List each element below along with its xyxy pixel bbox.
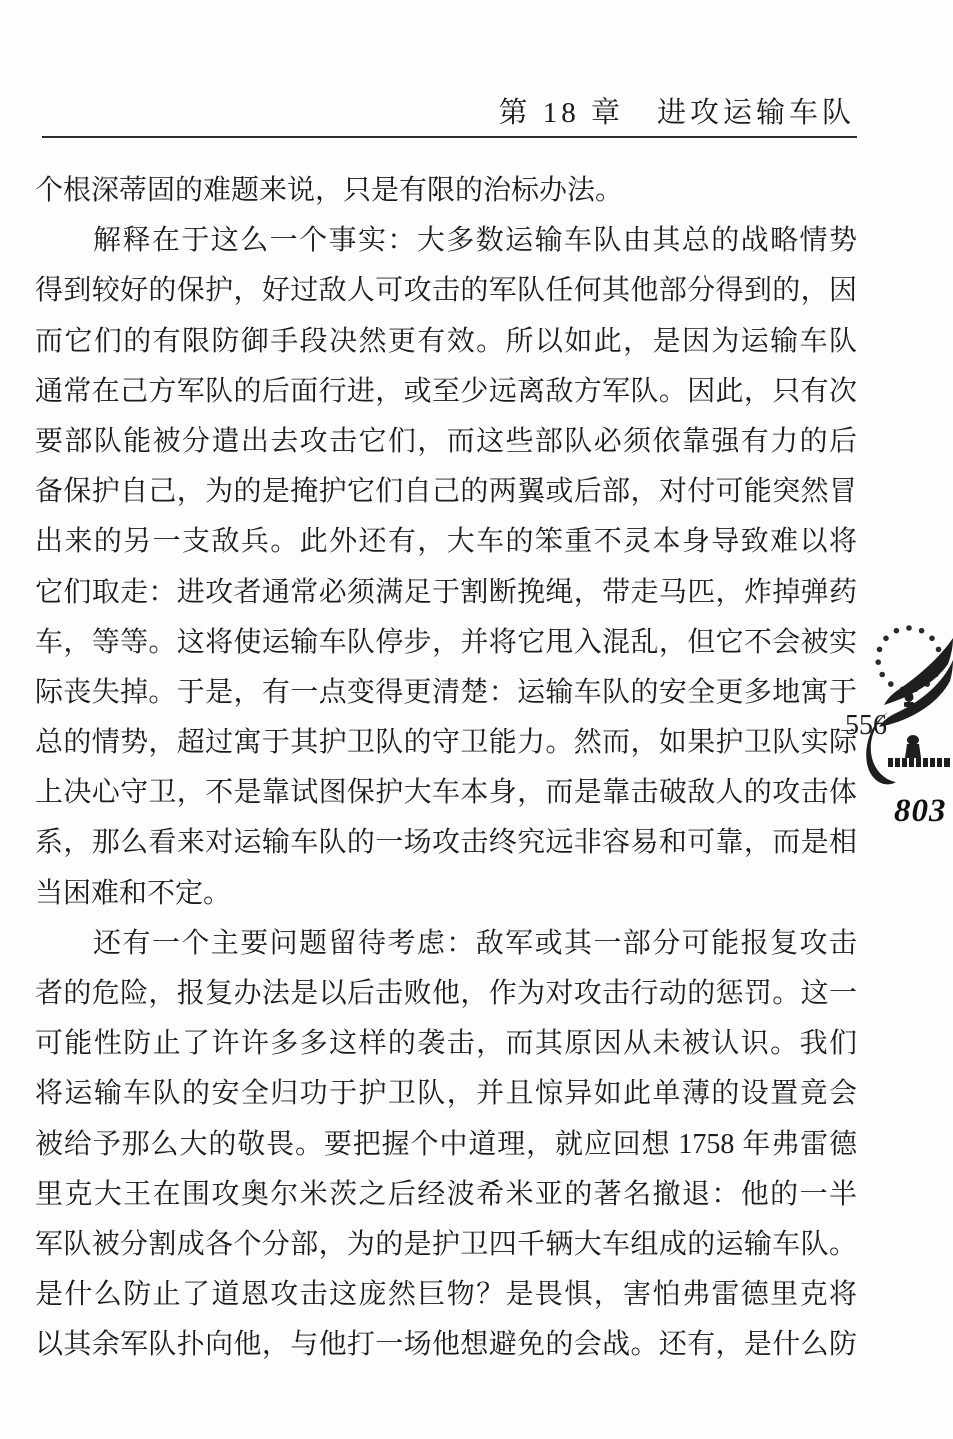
text-line: 解释在于这么一个事实：大多数运输车队由其总的战略情势 [93, 225, 857, 257]
text-line: 军队被分割成各个分部，为的是护卫四千辆大车组成的运输车队。 [35, 1228, 857, 1260]
text-column [35, 166, 857, 1371]
text-line: 还有一个主要问题留待考虑：敌军或其一部分可能报复攻击 [93, 927, 857, 959]
text-line: 际丧失掉。于是，有一点变得更清楚：运输车队的安全更多地寓于 [35, 676, 857, 708]
text-line: 备保护自己，为的是掩护它们自己的两翼或后部，对付可能突然冒 [35, 476, 857, 508]
text-line: 得到较好的保护，好过敌人可攻击的军队任何其他部分得到的，因 [35, 275, 857, 307]
text-line: 被给予那么大的敬畏。要把握个中道理，就应回想 1758 年弗雷德 [35, 1128, 857, 1160]
text-line: 以其余军队扑向他，与他打一场他想避免的会战。还有，是什么防 [35, 1329, 857, 1361]
text-line: 总的情势，超过寓于其护卫队的守卫能力。然而，如果护卫队实际 [35, 727, 857, 759]
text-line: 要部队能被分遣出去攻击它们，而这些部队必须依靠强有力的后 [35, 425, 857, 457]
fern-ornament-icon [858, 600, 953, 800]
text-line: 车，等等。这将使运输车队停步，并将它甩入混乱，但它不会被实 [35, 626, 857, 658]
text-line: 将运输车队的安全归功于护卫队，并且惊异如此单薄的设置竟会 [35, 1078, 857, 1110]
dotted-ring [875, 625, 942, 692]
text-line: 系，那么看来对运输车队的一场攻击终究远非容易和可靠，而是相 [35, 827, 857, 859]
text-line: 上决心守卫，不是靠试图保护大车本身，而是靠击破敌人的攻击体 [35, 777, 857, 809]
margin-side-note: 556 [845, 710, 887, 741]
text-line: 可能性防止了许许多多这样的袭击，而其原因从未被认识。我们 [35, 1028, 857, 1060]
page-number: 803 [894, 793, 947, 829]
text-line: 而它们的有限防御手段决然更有效。所以如此，是因为运输车队 [35, 325, 857, 357]
running-header: 第 18 章 进攻运输车队 [498, 97, 855, 129]
header-rule [42, 136, 857, 138]
text-line: 个根深蒂固的难题来说，只是有限的治标办法。 [35, 175, 624, 206]
text-line: 里克大王在围攻奥尔米茨之后经波希米亚的著名撤退：他的一半 [35, 1178, 857, 1210]
text-line: 通常在己方军队的后面行进，或至少远离敌方军队。因此，只有次 [35, 375, 857, 407]
text-line: 出来的另一支敌兵。此外还有，大车的笨重不灵本身导致难以将 [35, 526, 857, 558]
text-line: 它们取走：进攻者通常必须满足于割断挽绳，带走马匹，炸掉弹药 [35, 576, 857, 608]
text-line: 是什么防止了道恩攻击这庞然巨物？是畏惧，害怕弗雷德里克将 [35, 1279, 857, 1311]
text-line: 当困难和不定。 [35, 877, 232, 909]
text-line: 者的危险，报复办法是以后击败他，作为对攻击行动的惩罚。这一 [35, 978, 857, 1009]
